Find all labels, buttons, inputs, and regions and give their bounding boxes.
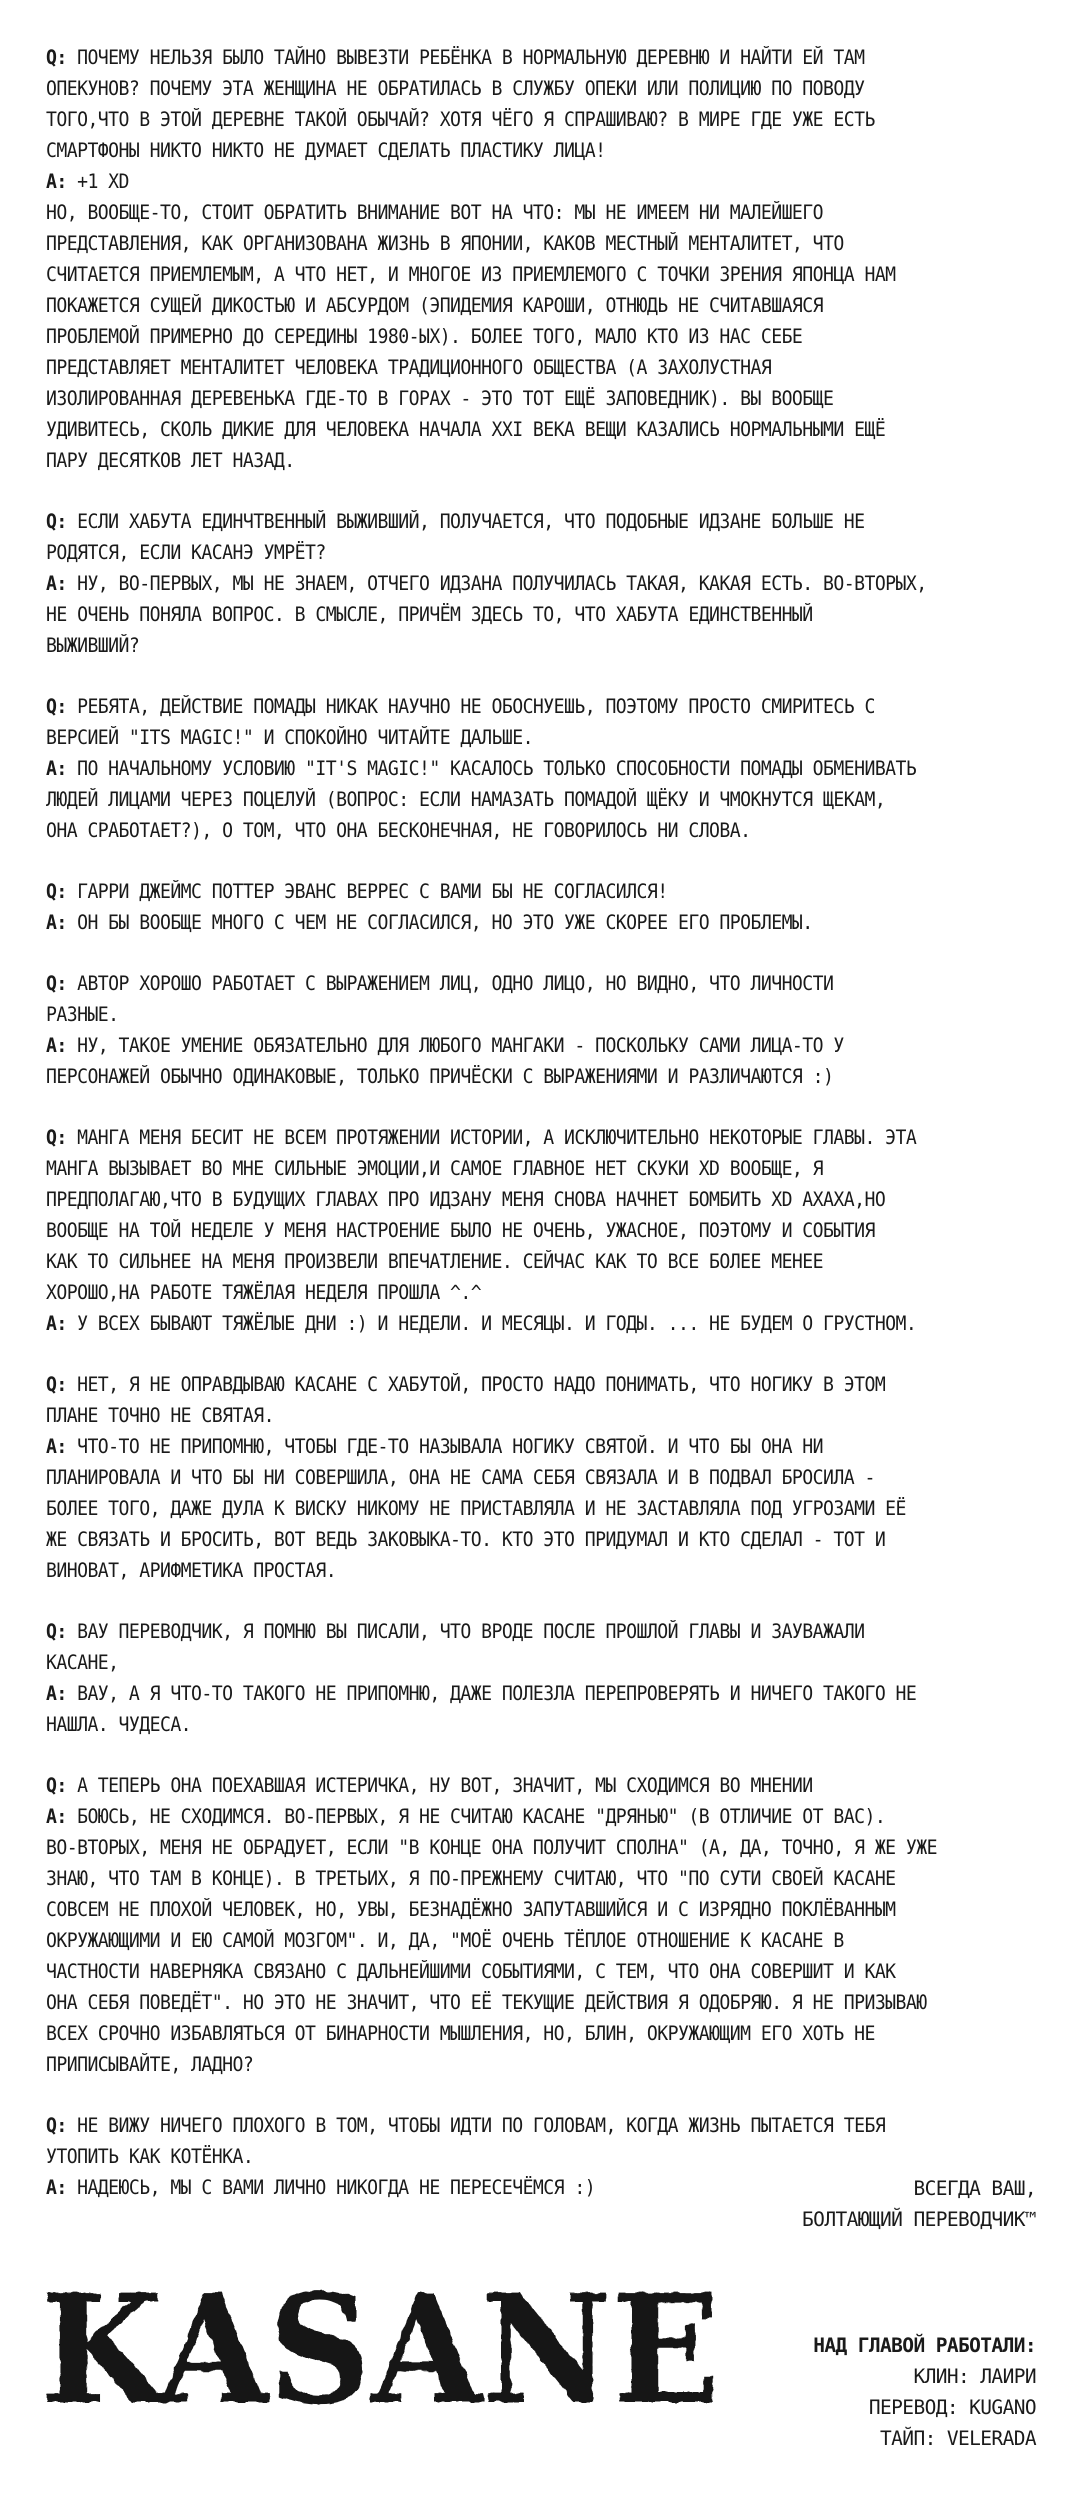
line-text: ПРИПИСЫВАЙТЕ, ЛАДНО? <box>46 2053 254 2076</box>
credits <box>813 2330 1036 2454</box>
line-text: ЧАСТНОСТИ НАВЕРНЯКА СВЯЗАНО С ДАЛЬНЕЙШИМИ СОБЫТИЯМИ, С ТЕМ, ЧТО ОНА СОВЕРШИТ И КАК <box>46 1960 896 1983</box>
qa-block <box>46 42 1036 476</box>
text-line <box>46 815 1031 846</box>
answer-marker: A: <box>46 1435 67 1458</box>
translator-signature <box>802 2173 1036 2235</box>
line-text: ВООБЩЕ НА ТОЙ НЕДЕЛЕ У МЕНЯ НАСТРОЕНИЕ БЫЛО НЕ ОЧЕНЬ, УЖАСНОЕ, ПОЭТОМУ И СОБЫТИЯ <box>46 1219 875 1242</box>
line-text: ОНА СЕБЯ ПОВЕДЁТ". НО ЭТО НЕ ЗНАЧИТ, ЧТО ЕЁ ТЕКУЩИЕ ДЕЙСТВИЯ Я ОДОБРЯЮ. Я НЕ ПРИЗЫВАЮ <box>46 1991 927 2014</box>
text-line <box>46 1555 1031 1586</box>
line-text: ВИНОВАТ, АРИФМЕТИКА ПРОСТАЯ. <box>46 1559 337 1582</box>
text-line <box>46 1400 1031 1431</box>
text-line <box>46 1431 1031 1462</box>
line-text: НО, ВООБЩЕ-ТО, СТОИТ ОБРАТИТЬ ВНИМАНИЕ ВОТ НА ЧТО: МЫ НЕ ИМЕЕМ НИ МАЛЕЙШЕГО <box>46 201 824 224</box>
credit-typesetter: ТАЙП: VELERADA <box>880 2427 1036 2450</box>
text-line <box>46 999 1031 1030</box>
line-text: УДИВИТЕСЬ, СКОЛЬ ДИКИЕ ДЛЯ ЧЕЛОВЕКА НАЧАЛА XXI ВЕКА ВЕЩИ КАЗАЛИСЬ НОРМАЛЬНЫМИ ЕЩЁ <box>46 418 886 441</box>
question-marker: Q: <box>46 972 67 995</box>
line-text: НУ, ВО-ПЕРВЫХ, МЫ НЕ ЗНАЕМ, ОТЧЕГО ИДЗАНА ПОЛУЧИЛАСЬ ТАКАЯ, КАКАЯ ЕСТЬ. ВО-ВТОРЫХ, <box>66 572 927 595</box>
line-text: ТОГО,ЧТО В ЭТОЙ ДЕРЕВНЕ ТАКОЙ ОБЫЧАЙ? ХОТЯ ЧЁГО Я СПРАШИВАЮ? В МИРЕ ГДЕ УЖЕ ЕСТЬ <box>46 108 875 131</box>
line-text: ПОЧЕМУ НЕЛЬЗЯ БЫЛО ТАЙНО ВЫВЕЗТИ РЕБЁНКА В НОРМАЛЬНУЮ ДЕРЕВНЮ И НАЙТИ ЕЙ ТАМ <box>66 46 865 69</box>
line-text: АВТОР ХОРОШО РАБОТАЕТ С ВЫРАЖЕНИЕМ ЛИЦ, ОДНО ЛИЦО, НО ВИДНО, ЧТО ЛИЧНОСТИ <box>66 972 834 995</box>
line-text: ВАУ ПЕРЕВОДЧИК, Я ПОМНЮ ВЫ ПИСАЛИ, ЧТО ВРОДЕ ПОСЛЕ ПРОШЛОЙ ГЛАВЫ И ЗАУВАЖАЛИ <box>66 1620 865 1643</box>
text-line <box>46 1770 1031 1801</box>
line-text: РОДЯТСЯ, ЕСЛИ КАСАНЭ УМРЁТ? <box>46 541 326 564</box>
line-text: БОЛЕЕ ТОГО, ДАЖЕ ДУЛА К ВИСКУ НИКОМУ НЕ ПРИСТАВЛЯЛА И НЕ ЗАСТАВЛЯЛА ПОД УГРОЗАМИ ЕЁ <box>46 1497 906 1520</box>
text-line <box>46 2018 1031 2049</box>
text-line <box>46 1925 1031 1956</box>
text-line <box>46 352 1031 383</box>
text-line <box>46 1647 1031 1678</box>
text-line <box>46 197 1031 228</box>
text-line <box>46 104 1031 135</box>
text-line <box>46 2110 1031 2141</box>
text-line <box>46 753 1031 784</box>
text-line <box>46 1061 1031 1092</box>
signature-line: ВСЕГДА ВАШ, <box>913 2177 1036 2200</box>
line-text: НЕ ОЧЕНЬ ПОНЯЛА ВОПРОС. В СМЫСЛЕ, ПРИЧЁМ ЗДЕСЬ ТО, ЧТО ХАБУТА ЕДИНСТВЕННЫЙ <box>46 603 813 626</box>
line-text: ВЫЖИВШИЙ? <box>46 634 140 657</box>
question-marker: Q: <box>46 1373 67 1396</box>
text-line <box>46 2049 1031 2080</box>
line-text: ПАРУ ДЕСЯТКОВ ЛЕТ НАЗАД. <box>46 449 295 472</box>
text-line <box>46 968 1031 999</box>
qa-block <box>46 506 1036 661</box>
line-text: ГАРРИ ДЖЕЙМС ПОТТЕР ЭВАНС ВЕРРЕС С ВАМИ БЫ НЕ СОГЛАСИЛСЯ! <box>66 880 668 903</box>
line-text: ПЛАНЕ ТОЧНО НЕ СВЯТАЯ. <box>46 1404 274 1427</box>
line-text: ПО НАЧАЛЬНОМУ УСЛОВИЮ "IT'S MAGIC!" КАСАЛОСЬ ТОЛЬКО СПОСОБНОСТИ ПОМАДЫ ОБМЕНИВАТЬ <box>66 757 917 780</box>
line-text: ХОРОШО,НА РАБОТЕ ТЯЖЁЛАЯ НЕДЕЛЯ ПРОШЛА ^.^ <box>46 1281 482 1304</box>
line-text: ВЕРСИЕЙ "ITS MAGIC!" И СПОКОЙНО ЧИТАЙТЕ ДАЛЬШЕ. <box>46 726 533 749</box>
text-line <box>46 599 1031 630</box>
text-line <box>46 1616 1031 1647</box>
text-line <box>46 691 1031 722</box>
answer-marker: A: <box>46 572 67 595</box>
line-text: РЕБЯТА, ДЕЙСТВИЕ ПОМАДЫ НИКАК НАУЧНО НЕ ОБОСНУЕШЬ, ПОЭТОМУ ПРОСТО СМИРИТЕСЬ С <box>66 695 875 718</box>
line-text: ВО-ВТОРЫХ, МЕНЯ НЕ ОБРАДУЕТ, ЕСЛИ "В КОНЦЕ ОНА ПОЛУЧИТ СПОЛНА" (А, ДА, ТОЧНО, Я ЖЕ УЖЕ <box>46 1836 937 1859</box>
line-text: МАНГА ВЫЗЫВАЕТ ВО МНЕ СИЛЬНЫЕ ЭМОЦИИ,И САМОЕ ГЛАВНОЕ НЕТ СКУКИ XD ВООБЩЕ, Я <box>46 1157 824 1180</box>
text-line <box>46 259 1031 290</box>
text-line <box>46 166 1031 197</box>
answer-marker: A: <box>46 911 67 934</box>
line-text: ПРЕДСТАВЛЕНИЯ, КАК ОРГАНИЗОВАНА ЖИЗНЬ В ЯПОНИИ, КАКОВ МЕСТНЫЙ МЕНТАЛИТЕТ, ЧТО <box>46 232 844 255</box>
credit-cleaner: КЛИН: ЛАИРИ <box>913 2365 1036 2388</box>
answer-marker: A: <box>46 1805 67 1828</box>
line-text: ПРЕДПОЛАГАЮ,ЧТО В БУДУЩИХ ГЛАВАХ ПРО ИДЗАНУ МЕНЯ СНОВА НАЧНЕТ БОМБИТЬ XD АХАХА,НО <box>46 1188 886 1211</box>
line-text: ЛЮДЕЙ ЛИЦАМИ ЧЕРЕЗ ПОЦЕЛУЙ (ВОПРОС: ЕСЛИ НАМАЗАТЬ ПОМАДОЙ ЩЁКУ И ЧМОКНУТСЯ ЩЕКАМ, <box>46 788 886 811</box>
text-line <box>46 1246 1031 1277</box>
line-text: ИЗОЛИРОВАННАЯ ДЕРЕВЕНЬКА ГДЕ-ТО В ГОРАХ - ЭТО ТОТ ЕЩЁ ЗАПОВЕДНИК). ВЫ ВООБЩЕ <box>46 387 834 410</box>
question-marker: Q: <box>46 880 67 903</box>
credits-title: НАД ГЛАВОЙ РАБОТАЛИ: <box>813 2334 1036 2357</box>
text-line <box>46 1678 1031 1709</box>
question-marker: Q: <box>46 1620 67 1643</box>
line-text: НЕТ, Я НЕ ОПРАВДЫВАЮ КАСАНЕ С ХАБУТОЙ, ПРОСТО НАДО ПОНИМАТЬ, ЧТО НОГИКУ В ЭТОМ <box>66 1373 886 1396</box>
text-line <box>46 1122 1031 1153</box>
answer-marker: A: <box>46 170 67 193</box>
line-text: СМАРТФОНЫ НИКТО НИКТО НЕ ДУМАЕТ СДЕЛАТЬ ПЛАСТИКУ ЛИЦА! <box>46 139 606 162</box>
text-line <box>46 1277 1031 1308</box>
qa-block <box>46 1770 1036 2080</box>
question-marker: Q: <box>46 510 67 533</box>
line-text: ЖЕ СВЯЗАТЬ И БРОСИТЬ, ВОТ ВЕДЬ ЗАКОВЫКА-ТО. КТО ЭТО ПРИДУМАЛ И КТО СДЕЛАЛ - ТОТ И <box>46 1528 886 1551</box>
kasane-logo-text: KASANE <box>40 2270 720 2420</box>
text-line <box>46 1215 1031 1246</box>
answer-marker: A: <box>46 1034 67 1057</box>
kasane-logo-graphic <box>36 2270 726 2420</box>
line-text: ПРЕДСТАВЛЯЕТ МЕНТАЛИТЕТ ЧЕЛОВЕКА ТРАДИЦИОННОГО ОБЩЕСТВА (А ЗАХОЛУСТНАЯ <box>46 356 772 379</box>
text-line <box>46 876 1031 907</box>
text-line <box>46 1030 1031 1061</box>
text-line <box>46 907 1031 938</box>
text-line <box>46 2141 1031 2172</box>
qa-list <box>46 42 1036 2233</box>
line-text: СОВСЕМ НЕ ПЛОХОЙ ЧЕЛОВЕК, НО, УВЫ, БЕЗНАДЁЖНО ЗАПУТАВШИЙСЯ И С ИЗРЯДНО ПОКЛЁВАННЫМ <box>46 1898 896 1921</box>
line-text: УТОПИТЬ КАК КОТЁНКА. <box>46 2145 254 2168</box>
question-marker: Q: <box>46 695 67 718</box>
text-line <box>46 42 1031 73</box>
text-line <box>46 1184 1031 1215</box>
credit-translator: ПЕРЕВОД: KUGANO <box>868 2396 1036 2419</box>
text-line <box>46 1956 1031 1987</box>
text-line <box>46 290 1031 321</box>
text-line <box>46 383 1031 414</box>
line-text: НЕ ВИЖУ НИЧЕГО ПЛОХОГО В ТОМ, ЧТОБЫ ИДТИ ПО ГОЛОВАМ, КОГДА ЖИЗНЬ ПЫТАЕТСЯ ТЕБЯ <box>66 2114 886 2137</box>
line-text: НАДЕЮСЬ, МЫ С ВАМИ ЛИЧНО НИКОГДА НЕ ПЕРЕСЕЧЁМСЯ :) <box>66 2176 596 2199</box>
line-text: +1 XD <box>66 170 129 193</box>
text-line <box>46 445 1031 476</box>
line-text: МАНГА МЕНЯ БЕСИТ НЕ ВСЕМ ПРОТЯЖЕНИИ ИСТОРИИ, А ИСКЛЮЧИТЕЛЬНО НЕКОТОРЫЕ ГЛАВЫ. ЭТА <box>66 1126 917 1149</box>
text-line <box>46 1894 1031 1925</box>
question-marker: Q: <box>46 1774 67 1797</box>
text-line <box>46 784 1031 815</box>
line-text: ВАУ, А Я ЧТО-ТО ТАКОГО НЕ ПРИПОМНЮ, ДАЖЕ ПОЛЕЗЛА ПЕРЕПРОВЕРЯТЬ И НИЧЕГО ТАКОГО НЕ <box>66 1682 917 1705</box>
signature-line: БОЛТАЮЩИЙ ПЕРЕВОДЧИК™ <box>802 2208 1036 2231</box>
text-line <box>46 630 1031 661</box>
qa-block <box>46 1616 1036 1740</box>
kasane-logo <box>36 2270 726 2420</box>
text-line <box>46 1308 1031 1339</box>
qa-block <box>46 1369 1036 1586</box>
line-text: ЗНАЮ, ЧТО ТАМ В КОНЦЕ). В ТРЕТЬИХ, Я ПО-ПРЕЖНЕМУ СЧИТАЮ, ЧТО "ПО СУТИ СВОЕЙ КАСАНЕ <box>46 1867 896 1890</box>
text-line <box>46 1801 1031 1832</box>
line-text: ОКРУЖАЮЩИМИ И ЕЮ САМОЙ МОЗГОМ". И, ДА, "МОЁ ОЧЕНЬ ТЁПЛОЕ ОТНОШЕНИЕ К КАСАНЕ В <box>46 1929 844 1952</box>
line-text: ВСЕХ СРОЧНО ИЗБАВЛЯТЬСЯ ОТ БИНАРНОСТИ МЫШЛЕНИЯ, НО, БЛИН, ОКРУЖАЮЩИМ ЕГО ХОТЬ НЕ <box>46 2022 875 2045</box>
line-text: ПОКАЖЕТСЯ СУЩЕЙ ДИКОСТЬЮ И АБСУРДОМ (ЭПИДЕМИЯ КАРОШИ, ОТНЮДЬ НЕ СЧИТАВШАЯСЯ <box>46 294 824 317</box>
text-line <box>46 722 1031 753</box>
line-text: ЕСЛИ ХАБУТА ЕДИНЧТВЕННЫЙ ВЫЖИВШИЙ, ПОЛУЧАЕТСЯ, ЧТО ПОДОБНЫЕ ИДЗАНЕ БОЛЬШЕ НЕ <box>66 510 865 533</box>
answer-marker: A: <box>46 1682 67 1705</box>
answer-marker: A: <box>46 1312 67 1335</box>
text-line <box>46 1987 1031 2018</box>
text-line <box>46 537 1031 568</box>
question-marker: Q: <box>46 1126 67 1149</box>
qa-block <box>46 876 1036 938</box>
text-line <box>46 414 1031 445</box>
text-line <box>46 1369 1031 1400</box>
line-text: ПЛАНИРОВАЛА И ЧТО БЫ НИ СОВЕРШИЛА, ОНА НЕ САМА СЕБЯ СВЯЗАЛА И В ПОДВАЛ БРОСИЛА - <box>46 1466 875 1489</box>
text-line <box>46 1524 1031 1555</box>
line-text: ЧТО-ТО НЕ ПРИПОМНЮ, ЧТОБЫ ГДЕ-ТО НАЗЫВАЛА НОГИКУ СВЯТОЙ. И ЧТО БЫ ОНА НИ <box>66 1435 824 1458</box>
line-text: ОПЕКУНОВ? ПОЧЕМУ ЭТА ЖЕНЩИНА НЕ ОБРАТИЛАСЬ В СЛУЖБУ ОПЕКИ ИЛИ ПОЛИЦИЮ ПО ПОВОДУ <box>46 77 865 100</box>
line-text: У ВСЕХ БЫВАЮТ ТЯЖЁЛЫЕ ДНИ :) И НЕДЕЛИ. И МЕСЯЦЫ. И ГОДЫ. ... НЕ БУДЕМ О ГРУСТНОМ. <box>66 1312 917 1335</box>
qa-block <box>46 968 1036 1092</box>
text-line <box>46 1863 1031 1894</box>
line-text: СЧИТАЕТСЯ ПРИЕМЛЕМЫМ, А ЧТО НЕТ, И МНОГОЕ ИЗ ПРИЕМЛЕМОГО С ТОЧКИ ЗРЕНИЯ ЯПОНЦА НАМ <box>46 263 896 286</box>
text-line <box>46 321 1031 352</box>
line-text: БОЮСЬ, НЕ СХОДИМСЯ. ВО-ПЕРВЫХ, Я НЕ СЧИТАЮ КАСАНЕ "ДРЯНЬЮ" (В ОТЛИЧИЕ ОТ ВАС). <box>66 1805 886 1828</box>
line-text: КАСАНЕ, <box>46 1651 119 1674</box>
line-text: КАК ТО СИЛЬНЕЕ НА МЕНЯ ПРОИЗВЕЛИ ВПЕЧАТЛЕНИЕ. СЕЙЧАС КАК ТО ВСЕ БОЛЕЕ МЕНЕЕ <box>46 1250 824 1273</box>
line-text: ОНА СРАБОТАЕТ?), О ТОМ, ЧТО ОНА БЕСКОНЕЧНАЯ, НЕ ГОВОРИЛОСЬ НИ СЛОВА. <box>46 819 751 842</box>
text-line <box>46 506 1031 537</box>
text-line <box>46 1832 1031 1863</box>
text-line <box>46 135 1031 166</box>
line-text: РАЗНЫЕ. <box>46 1003 119 1026</box>
question-marker: Q: <box>46 2114 67 2137</box>
answer-marker: A: <box>46 2176 67 2199</box>
answer-marker: A: <box>46 757 67 780</box>
text-line <box>46 1493 1031 1524</box>
line-text: ОН БЫ ВООБЩЕ МНОГО С ЧЕМ НЕ СОГЛАСИЛСЯ, НО ЭТО УЖЕ СКОРЕЕ ЕГО ПРОБЛЕМЫ. <box>66 911 813 934</box>
line-text: А ТЕПЕРЬ ОНА ПОЕХАВШАЯ ИСТЕРИЧКА, НУ ВОТ, ЗНАЧИТ, МЫ СХОДИМСЯ ВО МНЕНИИ <box>66 1774 813 1797</box>
text-line <box>46 228 1031 259</box>
qa-block <box>46 691 1036 846</box>
qa-block <box>46 1122 1036 1339</box>
text-line <box>46 1153 1031 1184</box>
question-marker: Q: <box>46 46 67 69</box>
text-line <box>46 568 1031 599</box>
text-line <box>46 1462 1031 1493</box>
line-text: ПРОБЛЕМОЙ ПРИМЕРНО ДО СЕРЕДИНЫ 1980-ЫХ). БОЛЕЕ ТОГО, МАЛО КТО ИЗ НАС СЕБЕ <box>46 325 803 348</box>
line-text: НАШЛА. ЧУДЕСА. <box>46 1713 192 1736</box>
text-line <box>46 73 1031 104</box>
line-text: ПЕРСОНАЖЕЙ ОБЫЧНО ОДИНАКОВЫЕ, ТОЛЬКО ПРИЧЁСКИ С ВЫРАЖЕНИЯМИ И РАЗЛИЧАЮТСЯ :) <box>46 1065 834 1088</box>
text-line <box>46 1709 1031 1740</box>
line-text: НУ, ТАКОЕ УМЕНИЕ ОБЯЗАТЕЛЬНО ДЛЯ ЛЮБОГО МАНГАКИ - ПОСКОЛЬКУ САМИ ЛИЦА-ТО У <box>66 1034 844 1057</box>
